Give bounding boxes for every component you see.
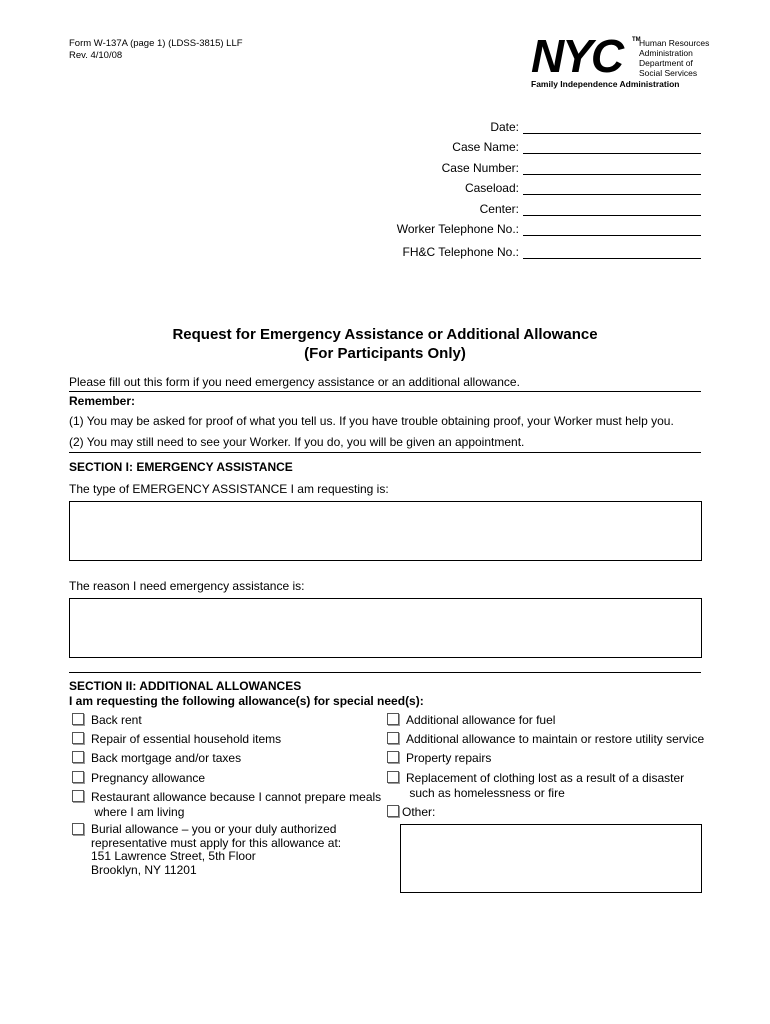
other-checkbox[interactable] <box>387 805 399 817</box>
caseload-field[interactable] <box>523 194 701 195</box>
burial-allowance-label <box>91 823 341 877</box>
back-rent-label: Back rent <box>91 713 142 727</box>
clothing-replacement-line: Replacement of clothing lost as a result of a disaster <box>406 771 685 785</box>
burial-allowance-line: Burial allowance – you or your duly authorized <box>91 822 337 836</box>
remember-point-1: (1) You may be asked for proof of what you tell us. If you have trouble obtaining proof, your Worker must help you. <box>69 414 674 428</box>
date-field[interactable] <box>523 133 701 134</box>
case-name-field[interactable] <box>523 153 701 154</box>
section-2-subheading: I am requesting the following allowance(s) for special need(s): <box>69 694 424 708</box>
case-number-label: Case Number: <box>441 161 519 175</box>
back-mortgage-checkbox[interactable] <box>72 751 84 763</box>
case-number-field[interactable] <box>523 174 701 175</box>
back-mortgage-label: Back mortgage and/or taxes <box>91 751 242 765</box>
worker-telephone-field[interactable] <box>523 235 701 236</box>
back-rent-checkbox[interactable] <box>72 713 84 725</box>
divider <box>69 391 701 392</box>
logo-trademark: TM <box>632 37 641 43</box>
logo-agency-text <box>639 38 709 78</box>
clothing-replacement-label <box>406 771 684 801</box>
property-repairs-checkbox[interactable] <box>387 751 399 763</box>
burial-allowance-checkbox[interactable] <box>72 823 84 835</box>
nyc-hra-logo <box>531 30 711 91</box>
restaurant-allowance-line: Restaurant allowance because I cannot prepare meals <box>91 790 382 804</box>
restaurant-allowance-line: where I am living <box>91 805 185 819</box>
burial-allowance-line: representative must apply for this allowance at: <box>91 835 342 850</box>
divider <box>69 452 701 453</box>
logo-line: Human Resources <box>639 38 710 48</box>
household-repair-checkbox[interactable] <box>72 732 84 744</box>
burial-allowance-line: 151 Lawrence Street, 5th Floor <box>91 849 256 863</box>
fuel-allowance-label: Additional allowance for fuel <box>406 713 556 727</box>
date-label: Date: <box>490 120 519 134</box>
logo-line: Department of <box>639 58 693 68</box>
household-repair-label: Repair of essential household items <box>91 732 282 746</box>
emergency-type-field[interactable] <box>69 501 702 561</box>
fuel-allowance-checkbox[interactable] <box>387 713 399 725</box>
other-label: Other: <box>402 805 436 819</box>
section-1-heading: SECTION I: EMERGENCY ASSISTANCE <box>69 460 293 474</box>
clothing-replacement-checkbox[interactable] <box>387 771 399 783</box>
pregnancy-allowance-label: Pregnancy allowance <box>91 771 206 785</box>
emergency-reason-field[interactable] <box>69 598 702 658</box>
fhc-telephone-field[interactable] <box>523 258 701 259</box>
emergency-reason-prompt: The reason I need emergency assistance is: <box>69 579 305 593</box>
form-title <box>0 325 770 363</box>
divider <box>69 672 701 673</box>
utility-allowance-label: Additional allowance to maintain or restore utility service <box>406 732 705 746</box>
restaurant-allowance-label <box>91 790 381 820</box>
burial-allowance-line: Brooklyn, NY 11201 <box>91 862 197 877</box>
restaurant-allowance-checkbox[interactable] <box>72 790 84 802</box>
form-identifier <box>69 38 243 62</box>
intro-text: Please fill out this form if you need emergency assistance or an additional allowance. <box>69 375 520 389</box>
title-line-1: Request for Emergency Assistance or Additional Allowance <box>172 326 598 343</box>
property-repairs-label: Property repairs <box>406 751 492 765</box>
remember-heading: Remember: <box>69 394 136 408</box>
case-name-label: Case Name: <box>452 140 519 154</box>
remember-point-2: (2) You may still need to see your Worker. If you do, you will be given an appointment. <box>69 435 525 449</box>
nyc-logo-mark: NYC <box>531 30 623 82</box>
form-revision: Rev. 4/10/08 <box>69 50 123 61</box>
clothing-replacement-line: such as homelessness or fire <box>406 786 565 800</box>
emergency-type-prompt: The type of EMERGENCY ASSISTANCE I am requesting is: <box>69 482 389 496</box>
form-number: Form W-137A (page 1) (LDSS-3815) LLF <box>69 38 243 49</box>
worker-telephone-label: Worker Telephone No.: <box>396 222 519 236</box>
other-field[interactable] <box>400 824 702 893</box>
pregnancy-allowance-checkbox[interactable] <box>72 771 84 783</box>
title-line-2: (For Participants Only) <box>304 345 466 362</box>
logo-division: Family Independence Administration <box>531 79 680 89</box>
caseload-label: Caseload: <box>464 181 519 195</box>
center-label: Center: <box>479 202 519 216</box>
logo-line: Administration <box>639 48 693 58</box>
utility-allowance-checkbox[interactable] <box>387 732 399 744</box>
center-field[interactable] <box>523 215 701 216</box>
logo-line: Social Services <box>639 68 698 78</box>
section-2-heading: SECTION II: ADDITIONAL ALLOWANCES <box>69 679 302 693</box>
fhc-telephone-label: FH&C Telephone No.: <box>402 245 519 259</box>
